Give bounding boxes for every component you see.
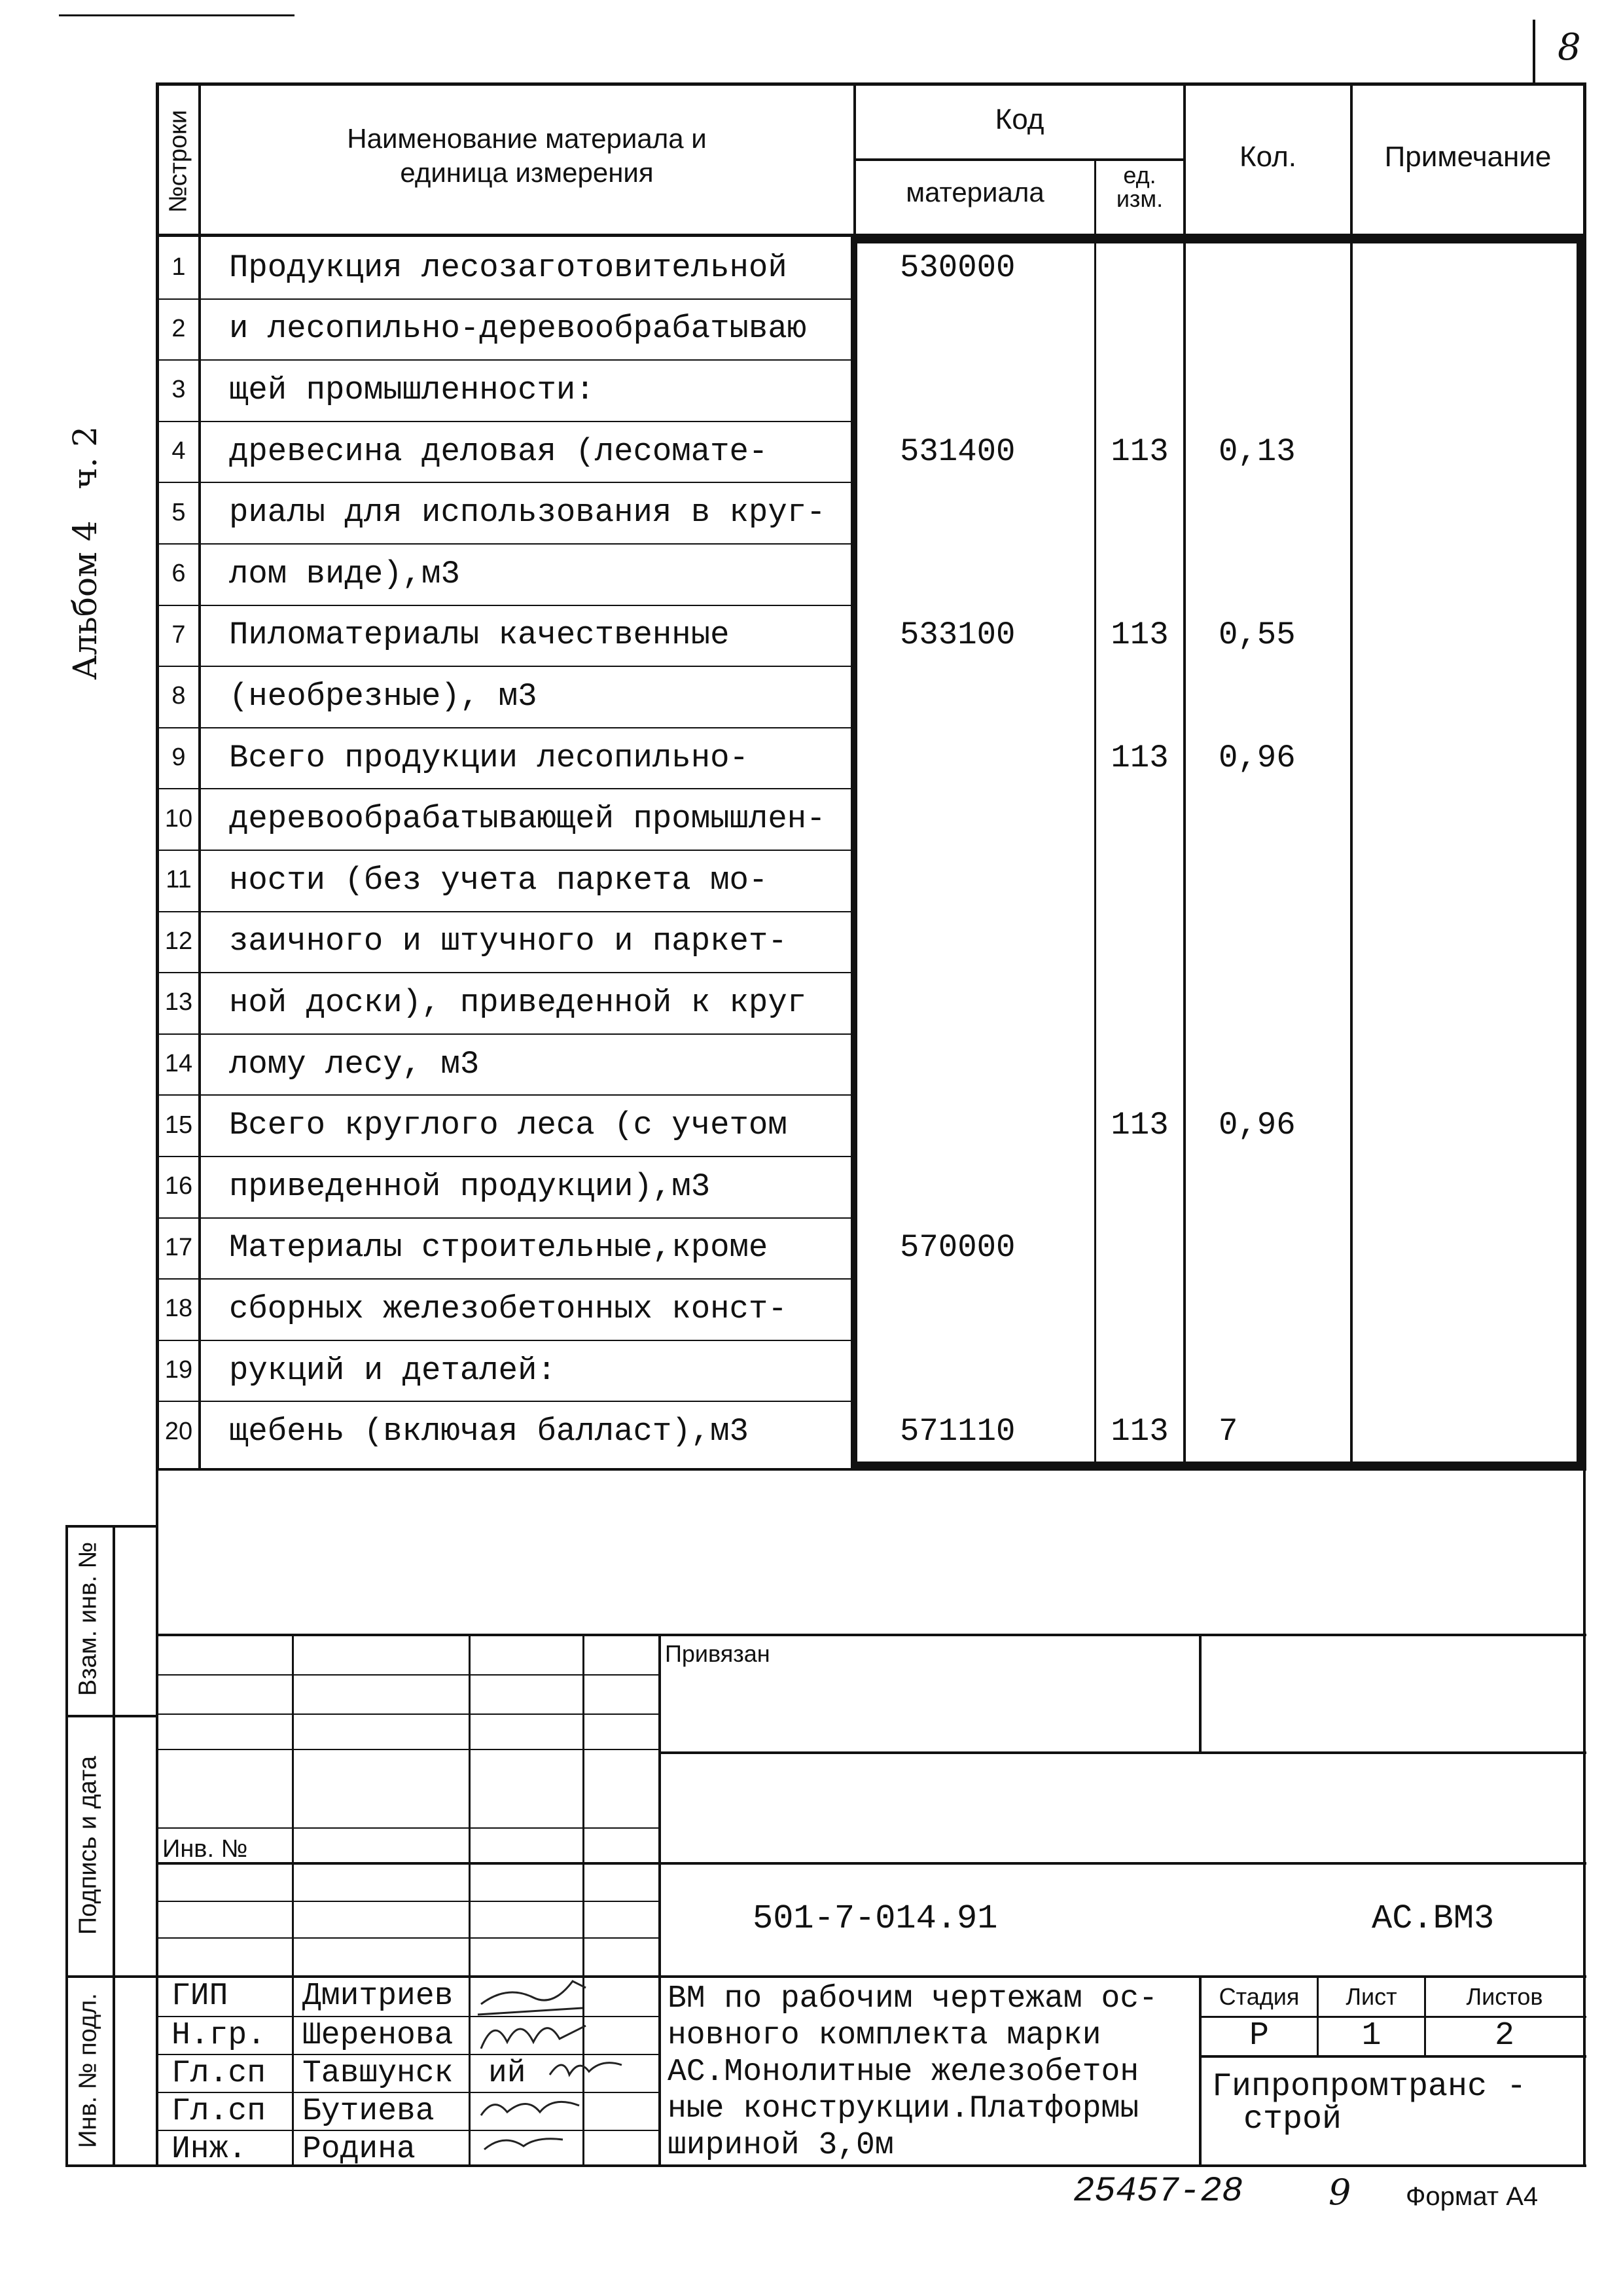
sheets-label: Листов xyxy=(1466,1983,1543,2010)
quantity: 0,96 xyxy=(1219,1107,1296,1144)
unit-code: 113 xyxy=(1111,1107,1169,1144)
material-name: щебень (включая балласт),м3 xyxy=(229,1413,749,1450)
material-name: Материалы строительные,кроме xyxy=(229,1229,768,1266)
row-number: 19 xyxy=(164,1356,193,1384)
quantity: 0,55 xyxy=(1219,617,1296,654)
staff-name: Родина xyxy=(302,2132,416,2167)
staff-role: Гл.сп xyxy=(171,2056,266,2091)
header-row-no: №строки xyxy=(164,109,192,213)
material-name: заичного и штучного и паркет- xyxy=(229,923,787,960)
doc-mark: АС.ВМ3 xyxy=(1372,1899,1495,1938)
material-name: (необрезные), м3 xyxy=(229,677,537,715)
staff-name: Шеренова xyxy=(302,2018,454,2053)
material-name: Всего круглого леса (с учетом xyxy=(229,1107,787,1144)
description-line: АС.Монолитные железобетон xyxy=(668,2054,1139,2090)
material-name: Всего продукции лесопильно- xyxy=(229,739,749,776)
row-number: 15 xyxy=(164,1111,193,1139)
sheet-value: 1 xyxy=(1361,2017,1382,2054)
material-name: рукций и деталей: xyxy=(229,1352,556,1389)
material-code: 531400 xyxy=(900,433,1016,470)
staff-role: Инж. xyxy=(171,2132,247,2167)
material-name: риалы для использования в круг- xyxy=(229,494,826,531)
material-name: приведенной продукции),м3 xyxy=(229,1168,711,1205)
material-name: Продукция лесозаготовительной xyxy=(229,249,787,286)
header-code: Код xyxy=(995,103,1044,135)
sheets-value: 2 xyxy=(1494,2017,1514,2054)
row-number: 12 xyxy=(164,927,193,955)
page-number: 8 xyxy=(1558,26,1581,69)
row-number: 8 xyxy=(171,682,186,710)
sheet-label: Лист xyxy=(1346,1983,1397,2010)
row-number: 18 xyxy=(164,1295,193,1323)
row-number: 4 xyxy=(171,437,186,465)
row-number: 1 xyxy=(171,253,186,281)
order-number: 25457-28 xyxy=(1073,2172,1243,2212)
stamp-vzam-inv: Взам. инв. № xyxy=(74,1541,102,1696)
row-number: 14 xyxy=(164,1050,193,1078)
page-mark: 9 xyxy=(1329,2172,1351,2213)
row-number: 10 xyxy=(164,804,193,833)
unit-code: 113 xyxy=(1111,433,1169,470)
organization-line-2: строй xyxy=(1243,2101,1342,2138)
staff-name: Дмитриев xyxy=(302,1979,454,2014)
material-name: древесина деловая (лесомате- xyxy=(229,433,768,470)
inv-no-label: Инв. № xyxy=(162,1835,248,1863)
description-line: новного комплекта марки xyxy=(668,2018,1101,2053)
header-name: Наименование материала и единица измерения xyxy=(347,123,707,188)
row-number: 20 xyxy=(164,1417,193,1445)
row-number: 5 xyxy=(171,498,186,526)
material-code: 530000 xyxy=(900,249,1016,286)
quantity: 0,13 xyxy=(1219,433,1296,470)
row-number: 9 xyxy=(171,744,186,772)
row-number: 17 xyxy=(164,1233,193,1261)
header-code-unit: ед. изм. xyxy=(1116,162,1164,212)
material-name: сборных железобетонных конст- xyxy=(229,1290,787,1327)
description-line: шириной 3,0м xyxy=(668,2128,894,2163)
row-number: 16 xyxy=(164,1172,193,1200)
row-number: 13 xyxy=(164,988,193,1016)
material-name: ности (без учета паркета мо- xyxy=(229,861,768,899)
row-number: 7 xyxy=(171,620,186,649)
staff-name-overflow: ий xyxy=(488,2056,526,2091)
unit-code: 113 xyxy=(1111,739,1169,776)
stage-label: Стадия xyxy=(1219,1983,1300,2010)
header-code-material: материала xyxy=(906,177,1044,207)
material-code: 571110 xyxy=(900,1413,1016,1450)
stamp-inv-podl: Инв. № подл. xyxy=(74,1993,102,2148)
description-line: ВМ по рабочим чертежам ос- xyxy=(668,1981,1158,2017)
material-code: 533100 xyxy=(900,617,1016,654)
material-name: щей промышленности: xyxy=(229,371,595,408)
unit-code: 113 xyxy=(1111,617,1169,654)
privyazan-label: Привязан xyxy=(665,1640,770,1667)
description-line: ные конструкции.Платформы xyxy=(668,2091,1139,2126)
staff-name: Бутиева xyxy=(302,2094,435,2129)
material-name: и лесопильно-деревообрабатываю xyxy=(229,310,807,348)
material-code: 570000 xyxy=(900,1229,1016,1266)
quantity: 7 xyxy=(1219,1413,1238,1450)
stamp-podpis-data: Подпись и дата xyxy=(74,1755,102,1935)
staff-role: ГИП xyxy=(171,1979,228,2014)
row-number: 11 xyxy=(166,866,192,894)
row-number: 3 xyxy=(171,376,186,404)
row-number: 2 xyxy=(171,314,186,342)
staff-name: Тавшунск xyxy=(302,2056,454,2091)
unit-code: 113 xyxy=(1111,1413,1169,1450)
quantity: 0,96 xyxy=(1219,739,1296,776)
material-name: деревообрабатывающей промышлен- xyxy=(229,800,826,838)
staff-role: Гл.сп xyxy=(171,2094,266,2129)
material-name: лому лесу, м3 xyxy=(229,1045,480,1083)
organization-line-1: Гипропромтранс - xyxy=(1212,2068,1527,2106)
format-label: Формат А4 xyxy=(1406,2182,1539,2211)
album-label: Альбом 4 ч. 2 xyxy=(66,426,104,680)
row-number: 6 xyxy=(171,560,186,588)
header-note: Примечание xyxy=(1384,141,1552,173)
stage-value: Р xyxy=(1249,2017,1269,2054)
doc-code: 501-7-014.91 xyxy=(753,1899,998,1938)
material-name: лом виде),м3 xyxy=(229,555,460,592)
staff-role: Н.гр. xyxy=(171,2018,266,2053)
header-qty: Кол. xyxy=(1239,141,1297,173)
material-name: Пиломатериалы качественные xyxy=(229,617,730,654)
material-name: ной доски), приведенной к круг xyxy=(229,984,807,1021)
